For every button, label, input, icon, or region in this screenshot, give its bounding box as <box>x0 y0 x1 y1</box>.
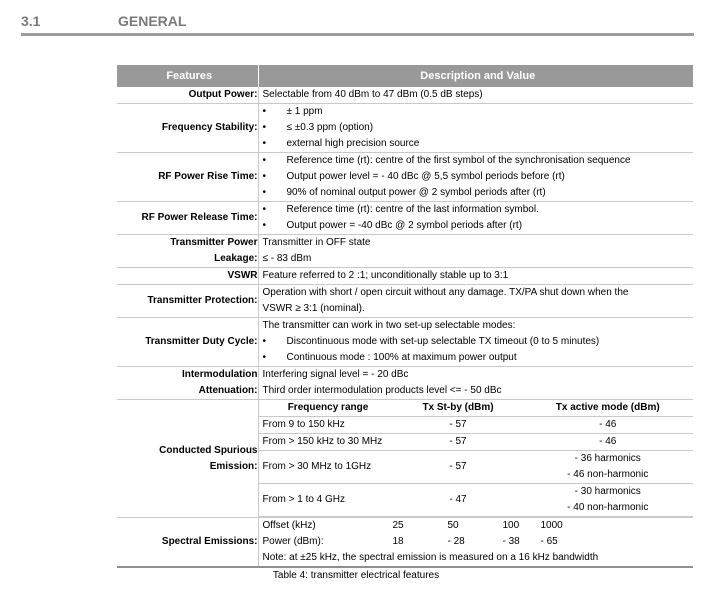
active-value-line: - 40 non-harmonic <box>567 502 649 513</box>
spurious-emission-table <box>259 400 694 517</box>
note-row <box>259 550 694 566</box>
feature-value <box>258 202 693 235</box>
label-line: Emission: <box>209 460 258 472</box>
offset-value: 100 <box>502 520 520 531</box>
table-row <box>259 451 694 484</box>
standby-header: Tx St-by (dBm) <box>422 402 494 413</box>
bullet-item: • ± 1 ppm <box>263 104 694 120</box>
standby-cell: - 57 <box>449 436 467 447</box>
offset-value: 1000 <box>540 520 563 531</box>
specs-table <box>117 65 693 568</box>
bullet-item: • Reference time (rt): centre of the last information symbol. <box>263 202 694 218</box>
value-line: ≤ - 83 dBm <box>262 253 312 264</box>
feature-label: Spectral Emissions: <box>117 518 258 568</box>
power-value: - 65 <box>540 536 558 547</box>
frequency-range-cell: From > 1 to 4 GHz <box>262 494 346 505</box>
heading-rule <box>21 33 694 36</box>
table-row <box>117 318 693 367</box>
frequency-range-cell: From > 30 MHz to 1GHz <box>262 461 372 472</box>
bullet-item: • external high precision source <box>263 136 694 152</box>
table-row <box>259 484 694 517</box>
feature-label: VSWR <box>117 268 258 285</box>
table-row <box>117 235 693 268</box>
bullet-item: • Output power level = - 40 dBc @ 5,5 symbol periods before (rt) <box>263 169 694 185</box>
table-row <box>117 367 693 400</box>
table-row <box>117 153 693 202</box>
table-row <box>117 285 693 318</box>
feature-label <box>117 367 258 400</box>
feature-value <box>258 235 693 268</box>
feature-label: RF Power Rise Time: <box>117 153 258 202</box>
table-header-row <box>117 65 693 87</box>
feature-value <box>258 318 693 367</box>
bullet-item: • Reference time (rt): centre of the first symbol of the synchronisation sequence <box>263 153 694 169</box>
active-cell <box>519 484 694 517</box>
section-number: 3.1 <box>21 13 41 29</box>
value-line: Selectable from 40 dBm to 47 dBm (0.5 dB steps) <box>262 89 483 100</box>
feature-label: Frequency Stability: <box>117 104 258 153</box>
offset-value: 50 <box>447 520 459 531</box>
feature-value <box>258 153 693 202</box>
section-title: GENERAL <box>118 13 187 29</box>
feature-value <box>258 367 693 400</box>
bullet-item: • ≤ ±0.3 ppm (option) <box>263 120 694 136</box>
bullet-item: • 90% of nominal output power @ 2 symbol periods after (rt) <box>263 185 694 201</box>
value-line: The transmitter can work in two set-up selectable modes: <box>262 320 516 331</box>
value-line: Operation with short / open circuit without any damage. TX/PA shut down when the <box>262 287 629 298</box>
feature-value <box>258 104 693 153</box>
active-mode-header: Tx active mode (dBm) <box>555 402 660 413</box>
table-caption: Table 4: transmitter electrical features <box>272 570 440 581</box>
active-value-line: - 30 harmonics <box>574 486 641 497</box>
description-column-header: Description and Value <box>258 65 693 87</box>
value-line: Third order intermodulation products level <= - 50 dBc <box>262 385 502 396</box>
table-row <box>259 417 694 434</box>
power-label: Power (dBm): <box>262 536 324 547</box>
power-value: - 38 <box>502 536 520 547</box>
feature-label: Transmitter Protection: <box>117 285 258 318</box>
value-line: Transmitter in OFF state <box>262 237 371 248</box>
feature-label: Transmitter Duty Cycle: <box>117 318 258 367</box>
table-row <box>117 400 693 518</box>
active-cell <box>519 451 694 484</box>
bullet-item: • Continuous mode : 100% at maximum power output <box>263 350 694 366</box>
feature-value <box>258 268 693 285</box>
value-line: VSWR ≥ 3:1 (nominal). <box>262 303 365 314</box>
active-value-line: - 46 non-harmonic <box>567 469 649 480</box>
power-row <box>259 534 694 550</box>
label-line: Leakage: <box>214 253 258 264</box>
active-cell: - 46 <box>599 436 617 447</box>
bullet-item: • Discontinuous mode with set-up selectable TX timeout (0 to 5 minutes) <box>263 334 694 350</box>
table-row <box>117 268 693 285</box>
active-value-line: - 36 harmonics <box>574 453 641 464</box>
table-row <box>117 518 693 568</box>
section-heading <box>0 0 712 38</box>
feature-label <box>117 400 258 518</box>
bullet-item: • Output power = -40 dBc @ 2 symbol periods after (rt) <box>263 218 694 234</box>
feature-value <box>258 400 693 518</box>
value-line: Interfering signal level = - 20 dBc <box>262 369 409 380</box>
active-cell: - 46 <box>599 419 617 430</box>
frequency-range-cell: From 9 to 150 kHz <box>262 419 345 430</box>
subtable-header-row <box>259 400 694 417</box>
value-line: Feature referred to 2 :1; unconditionally stable up to 3:1 <box>262 270 509 281</box>
label-line: Conducted Spurious <box>159 444 258 456</box>
feature-value <box>258 87 693 104</box>
power-value: - 28 <box>447 536 465 547</box>
table-row <box>117 104 693 153</box>
feature-label: Output Power: <box>117 87 258 104</box>
feature-label <box>117 235 258 268</box>
label-line: Attenuation: <box>198 385 258 396</box>
feature-label: RF Power Release Time: <box>117 202 258 235</box>
feature-value <box>258 518 693 568</box>
features-column-header: Features <box>117 65 258 87</box>
spectral-note: Note: at ±25 kHz, the spectral emission is measured on a 16 kHz bandwidth <box>262 552 599 563</box>
standby-cell: - 57 <box>449 419 467 430</box>
offset-label: Offset (kHz) <box>262 520 316 531</box>
standby-cell: - 47 <box>449 494 467 505</box>
offset-value: 25 <box>392 520 404 531</box>
label-line: Transmitter Power <box>170 237 258 248</box>
frequency-range-cell: From > 150 kHz to 30 MHz <box>262 436 383 447</box>
feature-value <box>258 285 693 318</box>
spectral-emission-table <box>259 518 694 566</box>
standby-cell: - 57 <box>449 461 467 472</box>
label-line: Intermodulation <box>181 369 258 380</box>
offset-row <box>259 518 694 534</box>
frequency-range-header: Frequency range <box>287 402 369 413</box>
table-row <box>117 202 693 235</box>
table-row <box>259 434 694 451</box>
table-row <box>117 87 693 104</box>
power-value: 18 <box>392 536 404 547</box>
